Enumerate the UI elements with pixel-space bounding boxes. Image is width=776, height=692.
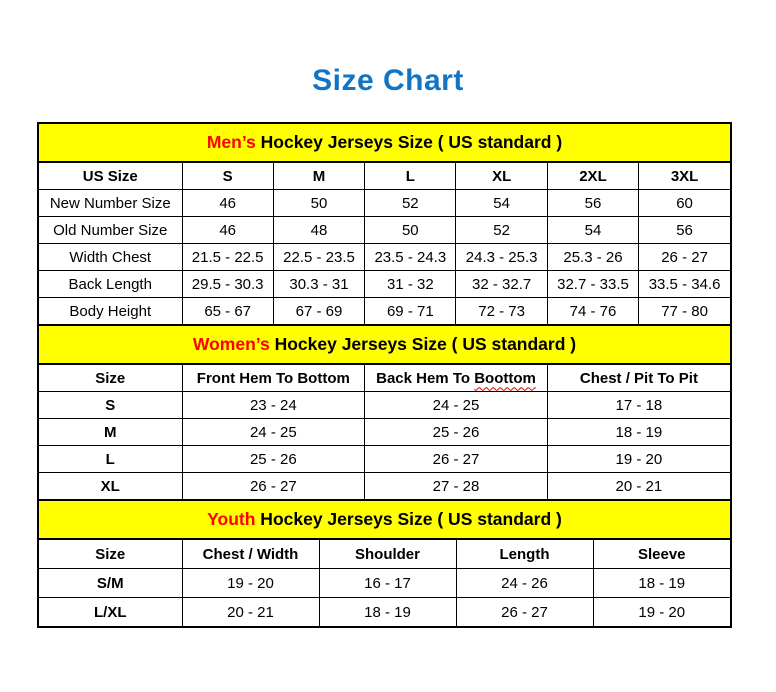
table-cell: 56	[639, 217, 730, 244]
table-cell: 19 - 20	[547, 446, 730, 473]
womens-section-header	[39, 324, 730, 365]
column-header: Size	[39, 540, 182, 569]
table-cell: 52	[456, 217, 547, 244]
mens-heading-rest: Hockey Jerseys Size ( US standard )	[255, 132, 563, 152]
column-header: US Size	[39, 163, 182, 190]
table-cell: 31 - 32	[365, 271, 456, 298]
table-cell: 20 - 21	[547, 473, 730, 500]
table-cell: 77 - 80	[639, 298, 730, 325]
table-cell: 19 - 20	[593, 598, 730, 627]
table-cell: 26 - 27	[365, 446, 548, 473]
womens-header-row	[39, 365, 730, 392]
table-row	[39, 298, 730, 325]
column-header: M	[273, 163, 364, 190]
table-row	[39, 217, 730, 244]
table-cell: 50	[365, 217, 456, 244]
table-cell: 27 - 28	[365, 473, 548, 500]
table-cell: 25 - 26	[182, 446, 365, 473]
table-cell: 16 - 17	[319, 569, 456, 598]
column-header: 2XL	[547, 163, 638, 190]
column-header: Size	[39, 365, 182, 392]
table-cell: 18 - 19	[593, 569, 730, 598]
table-cell: 24 - 25	[365, 392, 548, 419]
table-cell: 20 - 21	[182, 598, 319, 627]
row-label: S/M	[39, 569, 182, 598]
mens-heading-accent: Men’s	[206, 132, 256, 152]
table-row	[39, 419, 730, 446]
table-cell: 46	[182, 217, 273, 244]
table-cell: 18 - 19	[319, 598, 456, 627]
table-cell: 22.5 - 23.5	[273, 244, 364, 271]
youth-size-table	[39, 540, 730, 626]
table-row	[39, 598, 730, 627]
column-header: Shoulder	[319, 540, 456, 569]
womens-size-table	[39, 365, 730, 499]
column-header: Length	[456, 540, 593, 569]
page-title: Size Chart	[312, 64, 464, 97]
row-label: S	[39, 392, 182, 419]
table-cell: 26 - 27	[182, 473, 365, 500]
table-cell: 33.5 - 34.6	[639, 271, 730, 298]
table-cell: 18 - 19	[547, 419, 730, 446]
table-cell: 60	[639, 190, 730, 217]
womens-heading-accent: Women’s	[192, 334, 270, 354]
table-cell: 21.5 - 22.5	[182, 244, 273, 271]
column-header: Chest / Pit To Pit	[547, 365, 730, 392]
table-cell: 54	[456, 190, 547, 217]
youth-heading-rest: Hockey Jerseys Size ( US standard )	[255, 509, 562, 529]
table-cell: 48	[273, 217, 364, 244]
table-cell: 17 - 18	[547, 392, 730, 419]
table-cell: 24.3 - 25.3	[456, 244, 547, 271]
column-header: 3XL	[639, 163, 730, 190]
youth-header-row	[39, 540, 730, 569]
column-header: Chest / Width	[182, 540, 319, 569]
row-label: Back Length	[39, 271, 182, 298]
table-cell: 32 - 32.7	[456, 271, 547, 298]
table-cell: 56	[547, 190, 638, 217]
row-label: XL	[39, 473, 182, 500]
table-cell: 26 - 27	[639, 244, 730, 271]
row-label: New Number Size	[39, 190, 182, 217]
table-cell: 23.5 - 24.3	[365, 244, 456, 271]
youth-section-header	[39, 499, 730, 540]
table-cell: 74 - 76	[547, 298, 638, 325]
table-cell: 46	[182, 190, 273, 217]
youth-heading-accent: Youth	[207, 509, 256, 529]
table-cell: 54	[547, 217, 638, 244]
table-row	[39, 190, 730, 217]
table-cell: 32.7 - 33.5	[547, 271, 638, 298]
table-cell: 23 - 24	[182, 392, 365, 419]
table-cell: 24 - 26	[456, 569, 593, 598]
row-label: Width Chest	[39, 244, 182, 271]
table-row	[39, 244, 730, 271]
column-header: S	[182, 163, 273, 190]
mens-section-header	[39, 124, 730, 163]
table-row	[39, 392, 730, 419]
table-row	[39, 473, 730, 500]
table-row	[39, 569, 730, 598]
row-label: Body Height	[39, 298, 182, 325]
table-cell: 29.5 - 30.3	[182, 271, 273, 298]
table-cell: 30.3 - 31	[273, 271, 364, 298]
column-header-text: Back Hem To	[376, 369, 475, 387]
row-label: L	[39, 446, 182, 473]
misspelled-word: Boottom	[474, 369, 536, 387]
table-row	[39, 446, 730, 473]
column-header: Sleeve	[593, 540, 730, 569]
size-chart-table	[37, 122, 732, 628]
table-cell: 67 - 69	[273, 298, 364, 325]
column-header: L	[365, 163, 456, 190]
mens-header-row	[39, 163, 730, 190]
column-header: XL	[456, 163, 547, 190]
table-cell: 72 - 73	[456, 298, 547, 325]
table-cell: 69 - 71	[365, 298, 456, 325]
table-cell: 52	[365, 190, 456, 217]
column-header	[365, 365, 548, 392]
row-label: M	[39, 419, 182, 446]
table-cell: 25.3 - 26	[547, 244, 638, 271]
table-cell: 19 - 20	[182, 569, 319, 598]
table-row	[39, 271, 730, 298]
table-cell: 65 - 67	[182, 298, 273, 325]
table-cell: 24 - 25	[182, 419, 365, 446]
mens-size-table	[39, 163, 730, 324]
womens-heading-rest: Hockey Jerseys Size ( US standard )	[269, 334, 577, 354]
column-header: Front Hem To Bottom	[182, 365, 365, 392]
row-label: L/XL	[39, 598, 182, 627]
table-cell: 50	[273, 190, 364, 217]
table-cell: 26 - 27	[456, 598, 593, 627]
table-cell: 25 - 26	[365, 419, 548, 446]
row-label: Old Number Size	[39, 217, 182, 244]
